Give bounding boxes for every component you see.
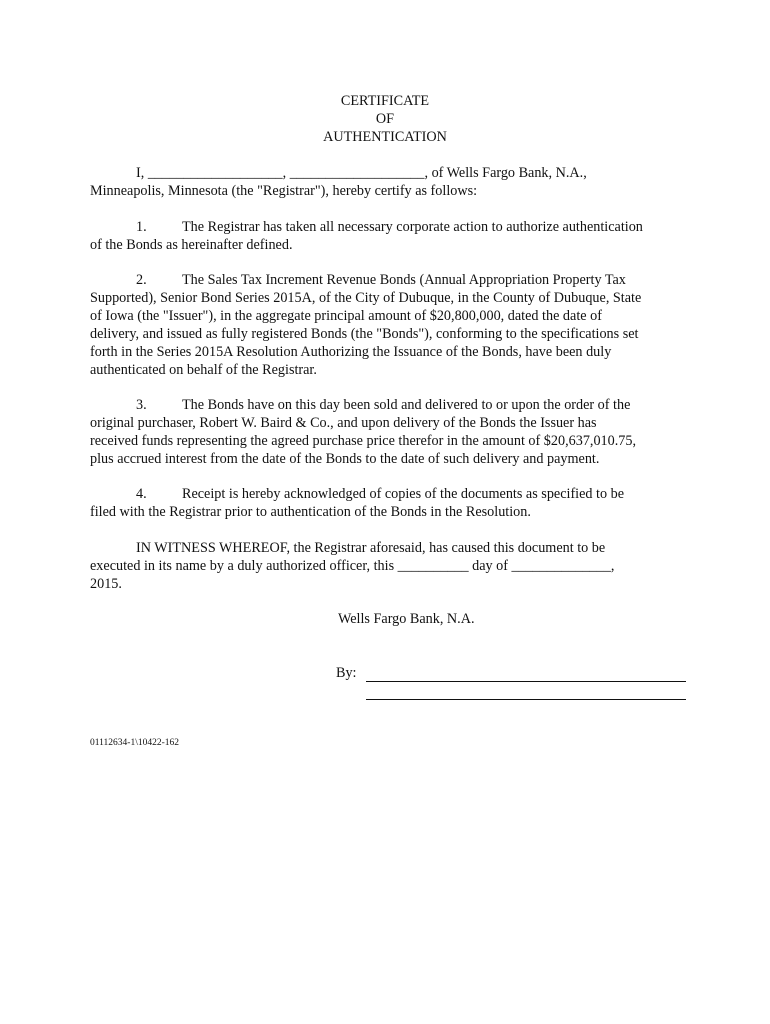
intro-line-2: Minneapolis, Minnesota (the "Registrar"), hereby certify as follows: xyxy=(90,183,478,199)
paragraph-2-number: 2. xyxy=(136,272,147,288)
intro-line-1: I, ___________________, ___________________, of Wells Fargo Bank, N.A., xyxy=(136,165,587,181)
witness-paragraph xyxy=(90,539,682,593)
paragraph-3 xyxy=(90,396,682,468)
paragraph-4-line-2: filed with the Registrar prior to authentication of the Bonds in the Resolution. xyxy=(90,504,531,520)
paragraph-2-line-4: delivery, and issued as fully registered Bonds (the "Bonds"), conforming to the specifications set xyxy=(90,326,639,342)
paragraph-2-line-3: of Iowa (the "Issuer"), in the aggregate principal amount of $20,800,000, dated the date of xyxy=(90,308,602,324)
paragraph-4-line-1: Receipt is hereby acknowledged of copies of the documents as specified to be xyxy=(182,486,625,502)
paragraph-3-line-3: received funds representing the agreed purchase price therefor in the amount of $20,637,010.75, xyxy=(90,433,637,449)
witness-line-3: 2015. xyxy=(90,576,122,592)
paragraph-3-line-2: original purchaser, Robert W. Baird & Co., and upon delivery of the Bonds the Issuer has xyxy=(90,415,597,431)
paragraph-1-line-2: of the Bonds as hereinafter defined. xyxy=(90,237,293,253)
paragraph-1-number: 1. xyxy=(136,219,147,235)
title-line-2: OF xyxy=(375,111,395,127)
witness-line-2: executed in its name by a duly authorized officer, this __________ day of ______________, xyxy=(90,558,615,574)
signature-line xyxy=(366,681,686,682)
witness-line-1: IN WITNESS WHEREOF, the Registrar aforesaid, has caused this document to be xyxy=(136,540,606,556)
paragraph-3-line-1: The Bonds have on this day been sold and delivered to or upon the order of the xyxy=(182,397,631,413)
paragraph-1-line-1: The Registrar has taken all necessary corporate action to authorize authentication xyxy=(182,219,643,235)
by-label: By: xyxy=(336,665,357,681)
paragraph-2 xyxy=(90,271,682,379)
paragraph-3-line-4: plus accrued interest from the date of the Bonds to the date of such delivery and payment. xyxy=(90,451,600,467)
title-line-3: AUTHENTICATION xyxy=(323,129,447,145)
title-line-1: CERTIFICATE xyxy=(340,93,430,109)
certificate-title xyxy=(0,92,770,146)
signature-bank-name: Wells Fargo Bank, N.A. xyxy=(338,611,475,627)
intro-paragraph xyxy=(90,164,682,200)
paragraph-2-line-6: authenticated on behalf of the Registrar. xyxy=(90,362,317,378)
document-code: 01112634-1\10422-162 xyxy=(90,738,180,748)
paragraph-1 xyxy=(90,218,682,254)
paragraph-2-line-5: forth in the Series 2015A Resolution Authorizing the Issuance of the Bonds, have been duly xyxy=(90,344,612,360)
paragraph-2-line-2: Supported), Senior Bond Series 2015A, of the City of Dubuque, in the County of Dubuque, State xyxy=(90,290,642,306)
paragraph-3-number: 3. xyxy=(136,397,147,413)
paragraph-4-number: 4. xyxy=(136,486,147,502)
paragraph-4 xyxy=(90,485,682,521)
paragraph-2-line-1: The Sales Tax Increment Revenue Bonds (Annual Appropriation Property Tax xyxy=(182,272,626,288)
title-signature-line xyxy=(366,699,686,700)
